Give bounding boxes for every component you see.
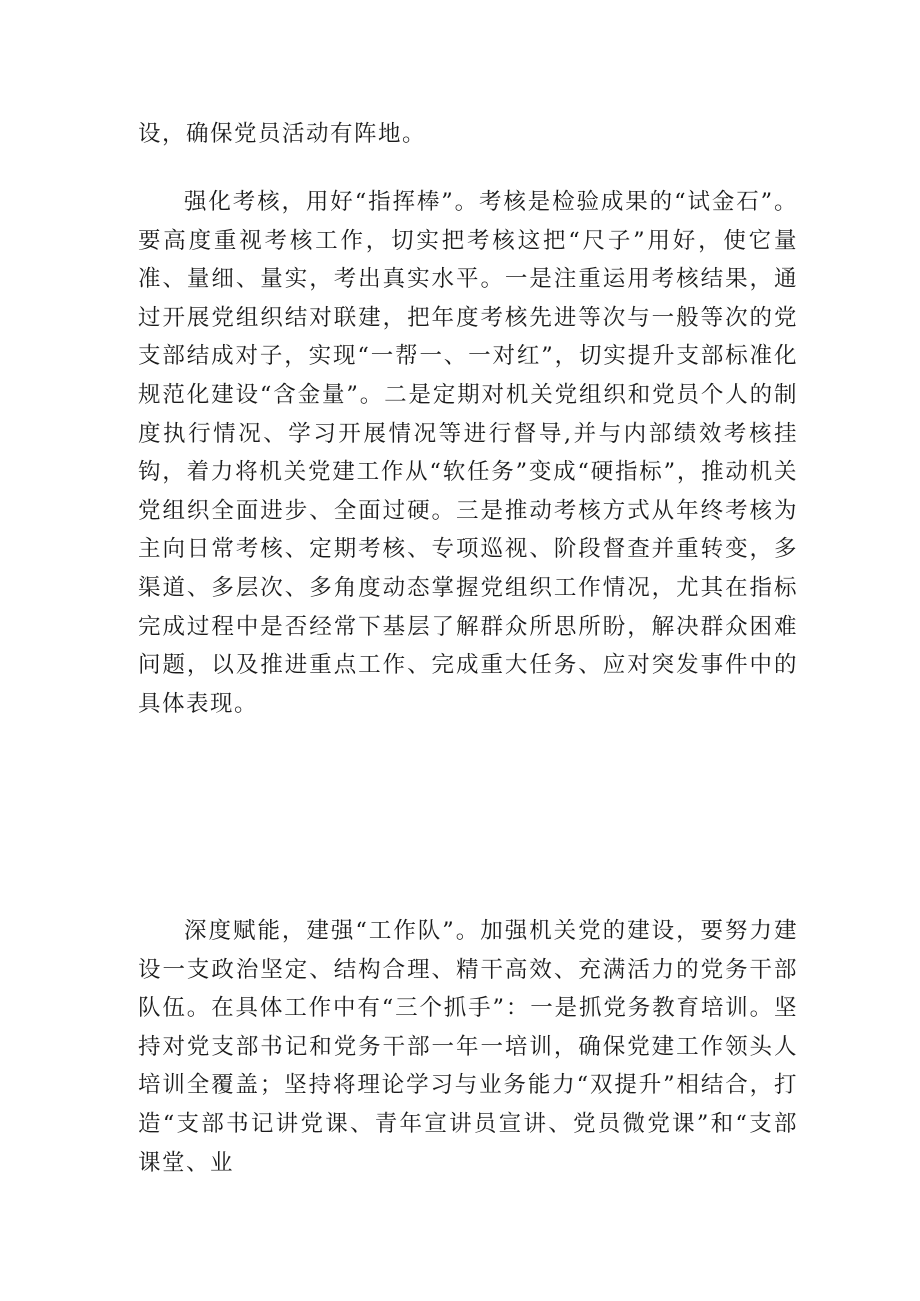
paragraph-empowerment: 深度赋能，建强“工作队”。加强机关党的建设，要努力建设一支政治坚定、结构合理、精干高效、充满活力的党务干部队伍。在具体工作中有“三个抓手”：一是抓党务教育培训。坚持对党支部书记和党务干部一年一培训，确保党建工作领头人培训全覆盖；坚持将理论学习与业务能力“双提升”相结合，打造“支部书记讲党课、青年宣讲员宣讲、党员微党课”和“支部课堂、业 <box>138 918 798 1176</box>
paragraph-assessment: 强化考核，用好“指挥棒”。考核是检验成果的“试金石”。要高度重视考核工作，切实把考核这把“尺子”用好，使它量准、量细、量实，考出真实水平。一是注重运用考核结果，通过开展党组织结对联建，把年度考核先进等次与一般等次的党支部结成对子，实现“一帮一、一对红”，切实提升支部标准化规范化建设“含金量”。二是定期对机关党组织和党员个人的制度执行情况、学习开展情况等进行督导,并与内部绩效考核挂钩，着力将机关党建工作从“软任务”变成“硬指标”，推动机关党组织全面进步、全面过硬。三是推动考核方式从年终考核为主向日常考核、定期考核、专项巡视、阶段督查并重转变，多渠道、多层次、多角度动态掌握党组织工作情况，尤其在指标完成过程中是否经常下基层了解群众所思所盼，解决群众困难问题，以及推进重点工作、完成重大任务、应对突发事件中的具体表现。 <box>138 189 798 717</box>
paragraph-continuation: 设，确保党员活动有阵地。 <box>138 121 427 147</box>
